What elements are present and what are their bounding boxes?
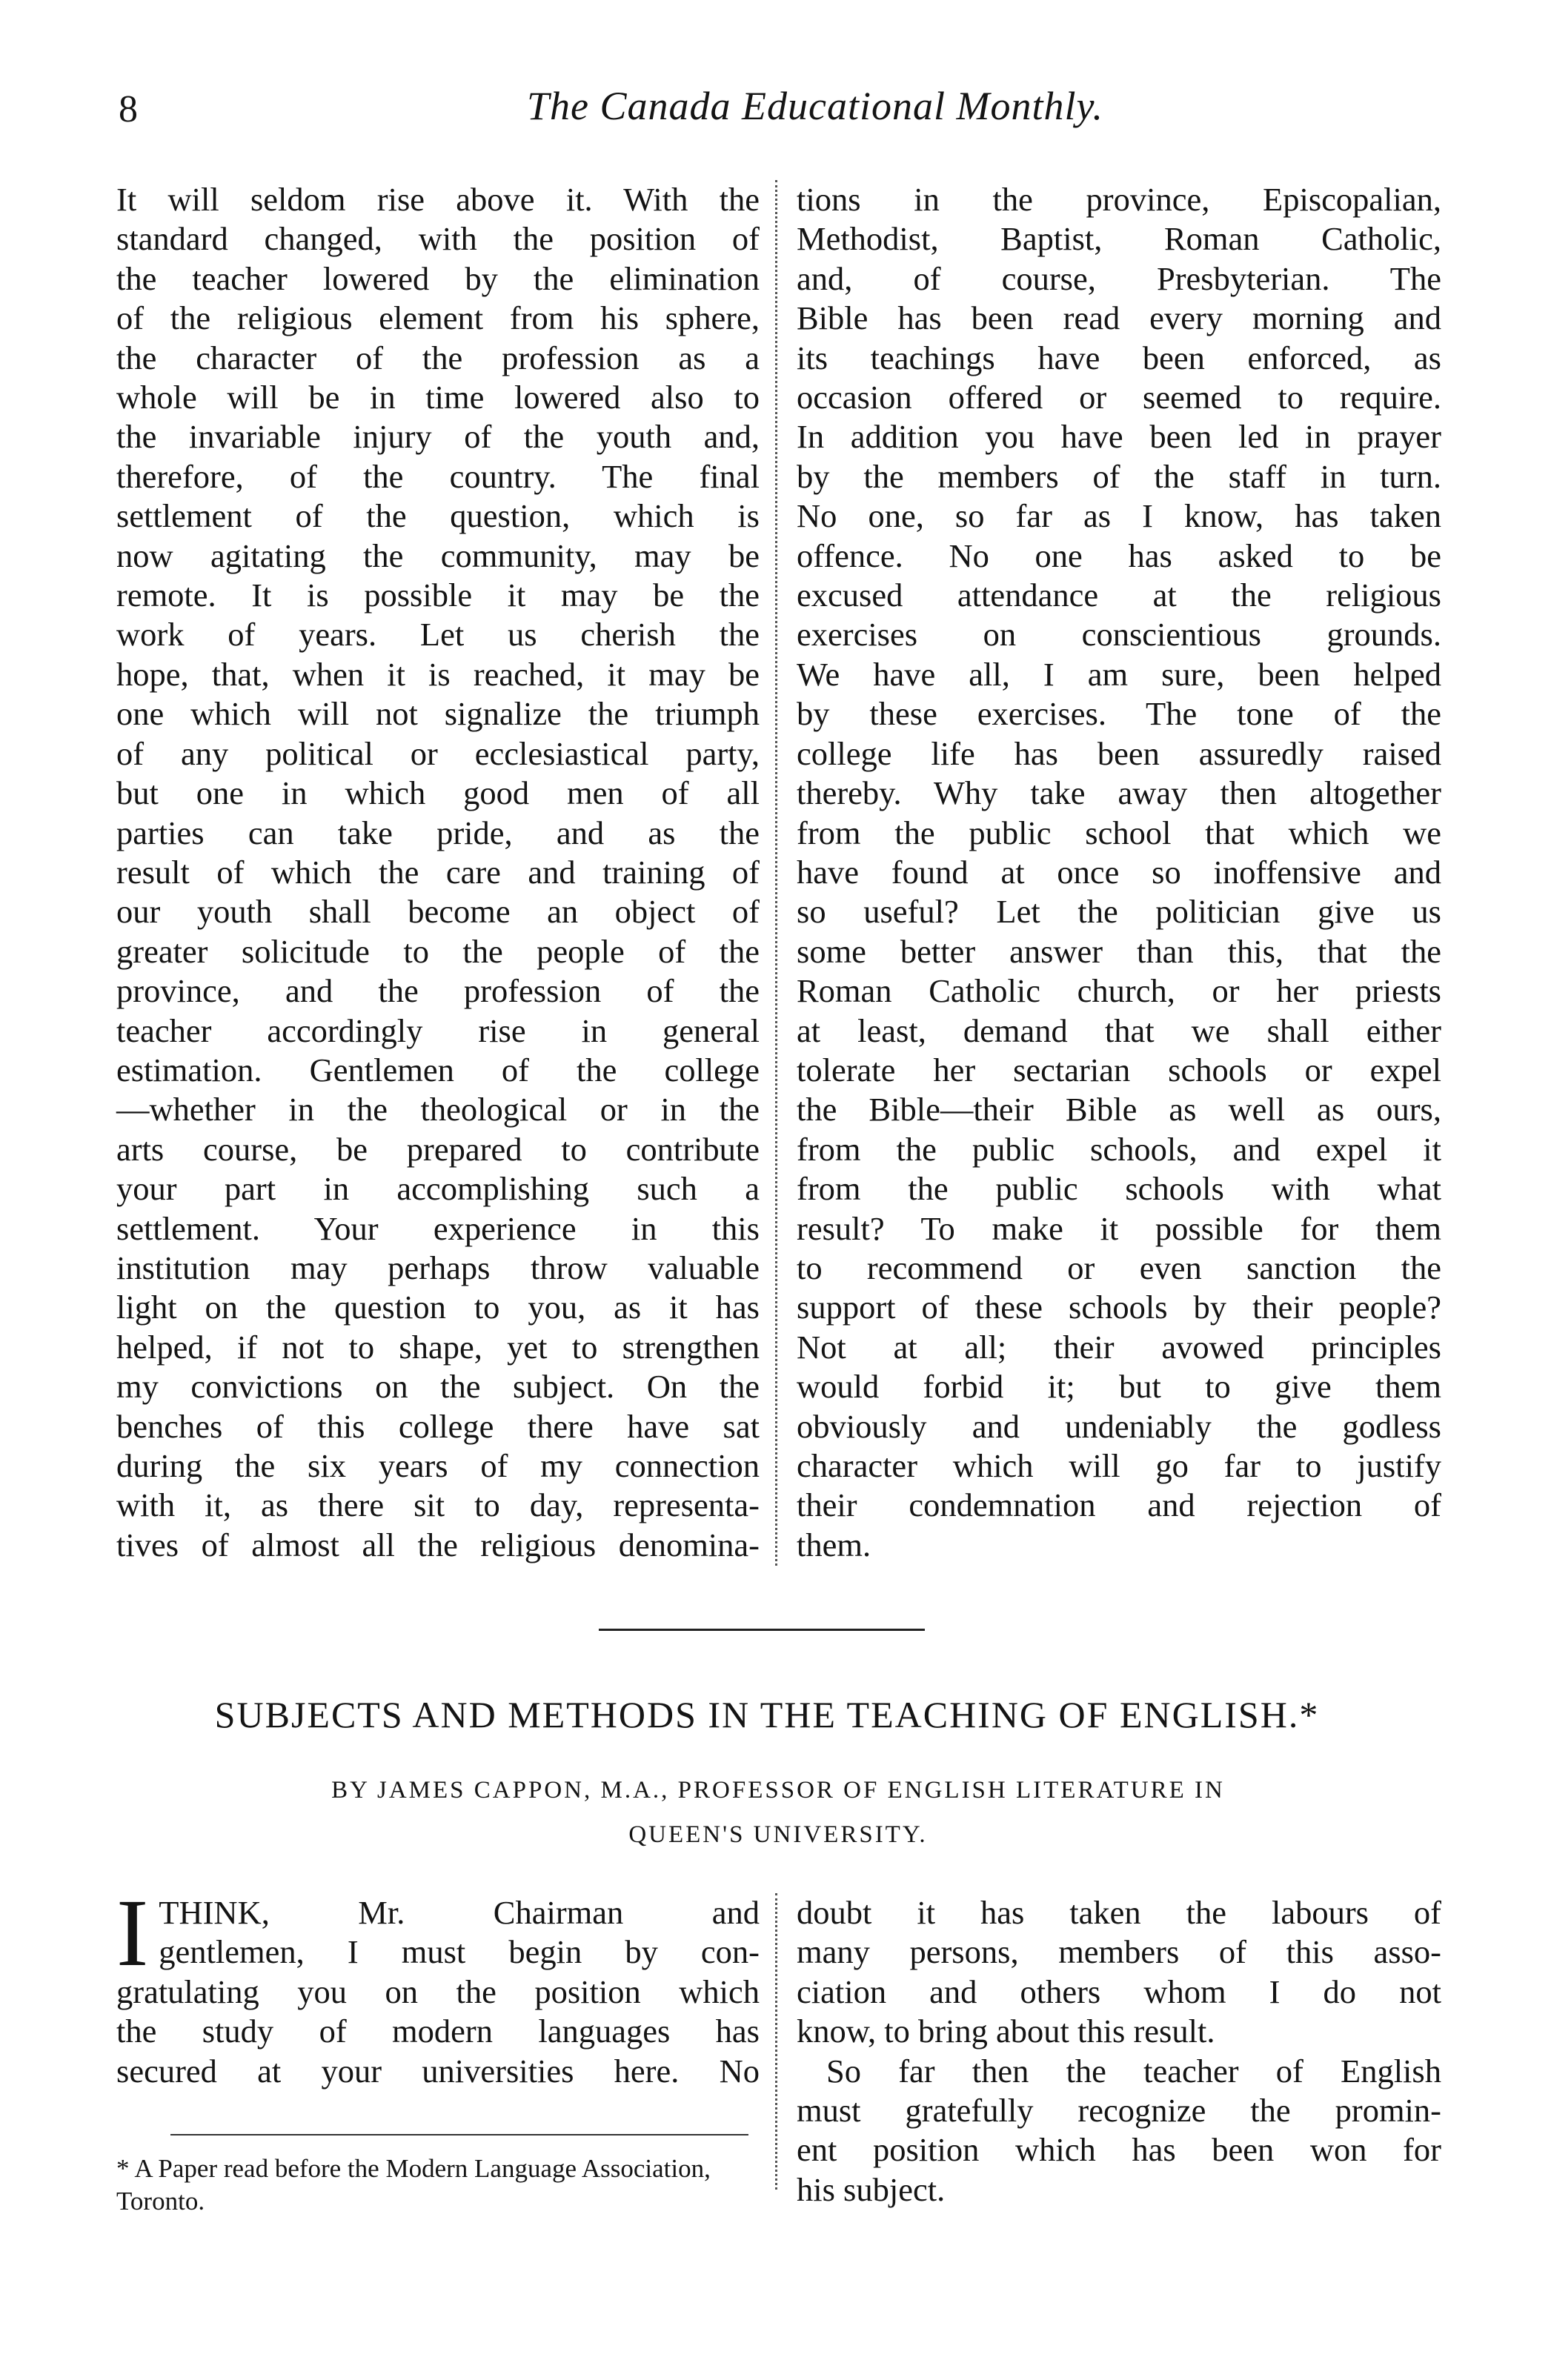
text-line: result? To make it possible for them <box>797 1209 1441 1247</box>
text-line: It will seldom rise above it. With the <box>116 181 760 218</box>
column-divider <box>775 180 777 1566</box>
text-line: the study of modern languages has <box>116 2012 760 2050</box>
text-line: obviously and undeniably the godless <box>797 1407 1441 1445</box>
text-line: remote. It is possible it may be the <box>116 576 760 614</box>
text-line: the Bible—their Bible as well as ours, <box>797 1091 1441 1128</box>
text-line: at least, demand that we shall either <box>797 1011 1441 1049</box>
text-line: them. <box>797 1526 871 1563</box>
text-line: have found at once so inoffensive and <box>797 853 1441 891</box>
text-line: settlement. Your experience in this <box>116 1209 760 1247</box>
text-line: result of which the care and training of <box>116 853 760 891</box>
article1-left-column <box>116 180 760 1565</box>
text-line: one which will not signalize the triumph <box>116 695 760 733</box>
text-line: tions in the province, Episcopalian, <box>797 181 1441 218</box>
text-line: whole will be in time lowered also to <box>116 379 760 416</box>
text-line: from the public school that which we <box>797 814 1441 851</box>
text-line: some better answer than this, that the <box>797 932 1441 970</box>
text-line: teacher accordingly rise in general <box>116 1011 760 1049</box>
text-line: In addition you have been led in prayer <box>797 418 1441 456</box>
text-line: settlement of the question, which is <box>116 497 760 535</box>
text-line: the character of the profession as a <box>116 339 760 376</box>
text-line: Roman Catholic church, or her priests <box>797 972 1441 1010</box>
text-line: of any political or ecclesiastical party, <box>116 734 760 772</box>
text-line: secured at your universities here. No <box>116 2052 760 2090</box>
text-line: benches of this college there have sat <box>116 1407 760 1445</box>
article1-right-column <box>797 180 1441 1565</box>
text-line: standard changed, with the position of <box>116 220 760 258</box>
text-line: tives of almost all the religious denomina- <box>116 1526 760 1563</box>
text-line: my convictions on the subject. On the <box>116 1368 760 1406</box>
text-line: occasion offered or seemed to require. <box>797 379 1441 416</box>
text-line: exercises on conscientious grounds. <box>797 616 1441 654</box>
text-line: thereby. Why take away then altogether <box>797 774 1441 812</box>
text-line: the invariable injury of the youth and, <box>116 418 760 456</box>
text-line: tolerate her sectarian schools or expel <box>797 1051 1441 1088</box>
text-line: therefore, of the country. The final <box>116 457 760 495</box>
text-line: by the members of the staff in turn. <box>797 457 1441 495</box>
text-line: would forbid it; but to give them <box>797 1368 1441 1406</box>
text-line: No one, so far as I know, has taken <box>797 497 1441 535</box>
text-line: and, of course, Presbyterian. The <box>797 259 1441 297</box>
text-line: to recommend or even sanction the <box>797 1249 1441 1286</box>
text-line: Methodist, Baptist, Roman Catholic, <box>797 220 1441 258</box>
article2-right-column <box>797 1893 1441 2210</box>
text-line: ciation and others whom I do not <box>797 1972 1441 2010</box>
text-line: know, to bring about this result. <box>797 2012 1215 2050</box>
footnote: * A Paper read before the Modern Language Association, Toronto. <box>116 2154 711 2216</box>
text-line: with it, as there sit to day, representa- <box>116 1486 760 1524</box>
footnote-rule <box>170 2134 748 2135</box>
text-line: of the religious element from his sphere, <box>116 299 760 337</box>
text-line: during the six years of my connection <box>116 1447 760 1484</box>
text-line: its teachings have been enforced, as <box>797 339 1441 376</box>
text-line: gentlemen, I must begin by con- <box>159 1933 760 1971</box>
text-line: so useful? Let the politician give us <box>797 893 1441 931</box>
text-line: gratulating you on the position which <box>116 1972 760 2010</box>
page-number: 8 <box>119 88 138 130</box>
text-line: arts course, be prepared to contribute <box>116 1130 760 1168</box>
text-line: offence. No one has asked to be <box>797 536 1441 574</box>
text-line: ent position which has been won for <box>797 2131 1441 2169</box>
text-line: but one in which good men of all <box>116 774 760 812</box>
text-line: must gratefully recognize the promin- <box>797 2092 1441 2130</box>
text-line: from the public schools, and expel it <box>797 1130 1441 1168</box>
text-line: Bible has been read every morning and <box>797 299 1441 337</box>
text-line: province, and the profession of the <box>116 972 760 1010</box>
text-line: work of years. Let us cherish the <box>116 616 760 654</box>
text-line: parties can take pride, and as the <box>116 814 760 851</box>
byline-line-2: QUEEN'S UNIVERSITY. <box>628 1821 928 1848</box>
text-line: greater solicitude to the people of the <box>116 932 760 970</box>
text-line: many persons, members of this asso- <box>797 1933 1441 1971</box>
text-line: THINK, Mr. Chairman and <box>159 1894 760 1931</box>
text-line: hope, that, when it is reached, it may be <box>116 655 760 693</box>
text-line: helped, if not to shape, yet to strengthen <box>116 1328 760 1366</box>
column-divider-2 <box>775 1893 777 2190</box>
byline-line-1: BY JAMES CAPPON, M.A., PROFESSOR OF ENGLISH LITERATURE IN <box>331 1777 1225 1804</box>
text-line: the teacher lowered by the elimination <box>116 259 760 297</box>
text-line: college life has been assuredly raised <box>797 734 1441 772</box>
text-line: excused attendance at the religious <box>797 576 1441 614</box>
drop-cap: I <box>116 1880 149 1987</box>
text-line: institution may perhaps throw valuable <box>116 1249 760 1286</box>
text-line: their condemnation and rejection of <box>797 1486 1441 1524</box>
article2-left-column <box>116 1880 760 2091</box>
text-line: light on the question to you, as it has <box>116 1289 760 1326</box>
text-line: by these exercises. The tone of the <box>797 695 1441 733</box>
text-line: Not at all; their avowed principles <box>797 1328 1441 1366</box>
text-line: support of these schools by their people? <box>797 1289 1441 1326</box>
text-line: our youth shall become an object of <box>116 893 760 931</box>
text-line: So far then the teacher of English <box>826 2052 1441 2090</box>
text-line: from the public schools with what <box>797 1170 1441 1208</box>
section-divider <box>599 1629 925 1631</box>
text-line: We have all, I am sure, been helped <box>797 655 1441 693</box>
text-line: his subject. <box>797 2170 946 2208</box>
running-head: The Canada Educational Monthly. <box>527 84 1103 128</box>
text-line: now agitating the community, may be <box>116 536 760 574</box>
article-title: SUBJECTS AND METHODS IN THE TEACHING OF ENGLISH.* <box>214 1694 1320 1735</box>
text-line: —whether in the theological or in the <box>116 1091 760 1128</box>
text-line: doubt it has taken the labours of <box>797 1894 1441 1931</box>
text-line: your part in accomplishing such a <box>116 1170 760 1208</box>
text-line: character which will go far to justify <box>797 1447 1441 1484</box>
text-line: estimation. Gentlemen of the college <box>116 1051 760 1088</box>
